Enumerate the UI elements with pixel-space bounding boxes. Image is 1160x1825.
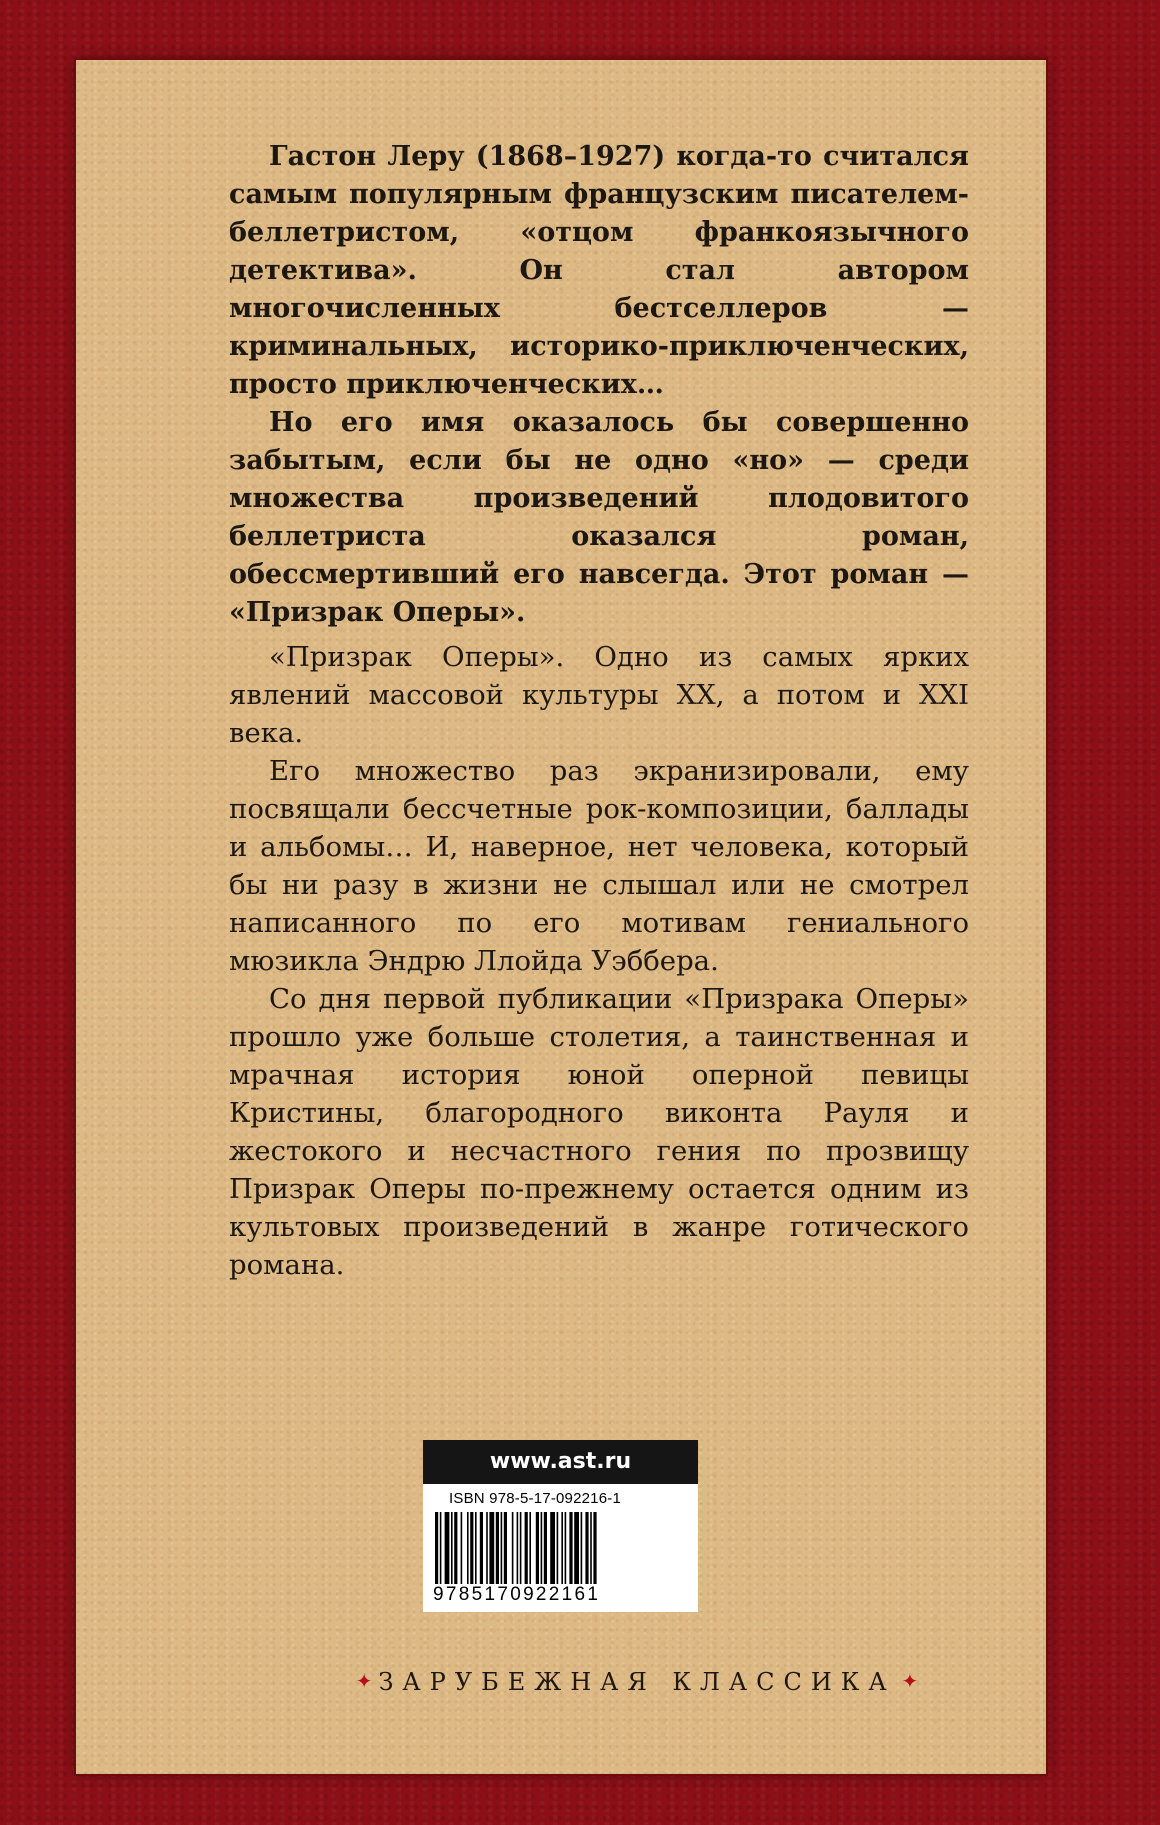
diamond-ornament-icon: ✦ — [355, 1669, 373, 1693]
publisher-url: www.ast.ru — [423, 1440, 698, 1484]
book-description — [229, 638, 969, 1284]
annotation-paragraph-2: Но его имя оказалось бы совершенно забытым, если бы не одно «но» — среди множества произведений плодовитого беллетриста оказался роман, обессмертивший его навсегда. Этот роман — «Призрак Оперы». — [229, 407, 969, 628]
barcode-digits: 9785170922161 — [433, 1584, 601, 1605]
description-paragraph-1: «Призрак Оперы». Одно из самых ярких явлений массовой культуры XX, а потом и XXI века. — [229, 641, 969, 749]
author-annotation — [229, 138, 969, 632]
description-paragraph-2: Его множество раз экранизировали, ему посвящали бессчетные рок-композиции, баллады и альбомы… И, наверное, нет человека, который бы ни разу в жизни не слышал или не смотрел написанного по его мотивам гениального мюзикла Эндрю Ллойда Уэббера. — [229, 755, 969, 977]
barcode-icon — [435, 1512, 686, 1584]
description-paragraph-3: Со дня первой публикации «Призрака Оперы» прошло уже больше столетия, а таинственная и мрачная история юной оперной певицы Кристины, благородного виконта Рауля и жестокого и несчастного гения по прозвищу Призрак Оперы по-прежнему остается одним из культовых произведений в жанре готического романа. — [229, 983, 969, 1281]
barcode-label — [423, 1484, 698, 1612]
diamond-ornament-icon: ✦ — [901, 1669, 919, 1693]
isbn-number: ISBN 978-5-17-092216-1 — [449, 1490, 622, 1507]
series-name: ЗАРУБЕЖНАЯ КЛАССИКА — [378, 1668, 896, 1696]
cover-panel — [76, 60, 1046, 1774]
series-title — [152, 1668, 1122, 1696]
annotation-paragraph-1: Гастон Леру (1868–1927) когда-то считался самым популярным французским писателем-беллетристом, «отцом франкоязычного детектива». Он стал автором многочисленных бестселлеров — криминальных, историко-приключенческих, просто приключенческих… — [229, 141, 969, 400]
